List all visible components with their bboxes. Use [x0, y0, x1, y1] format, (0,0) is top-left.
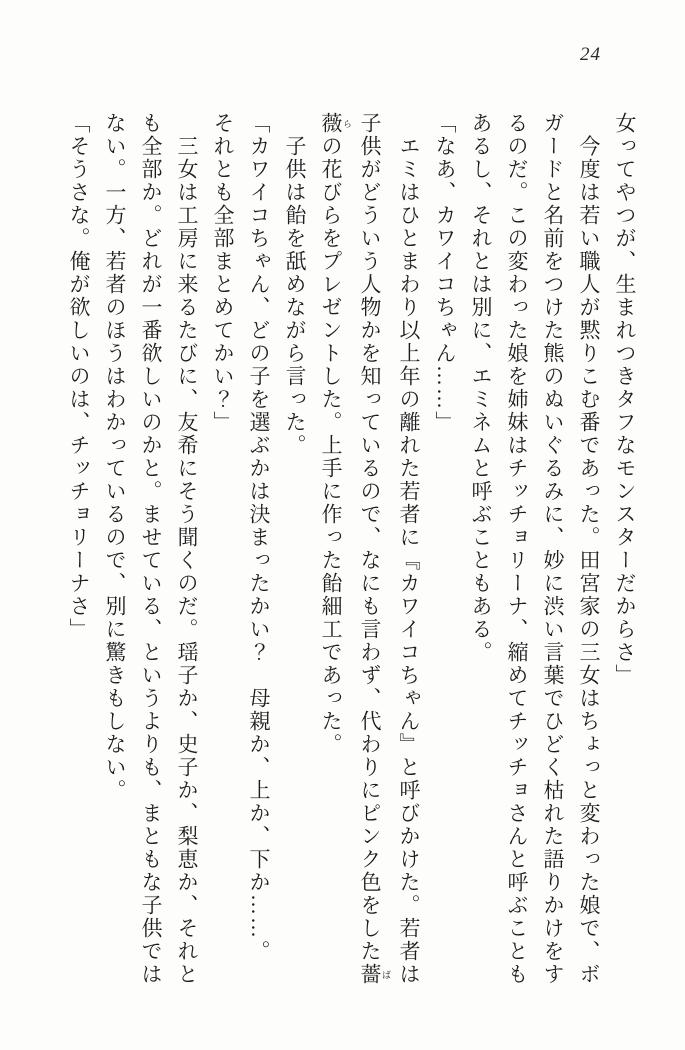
ruby-annotated-kanji: 薇 ら — [319, 112, 352, 135]
text-line: あるし、それとは別に、エミネムと呼ぶこともある。 — [469, 112, 493, 664]
text-line: 今度は若い職人が黙りこむ番であった。田宮家の三女はちょっと変わった娘で、ボ — [577, 135, 601, 986]
text-line: 「なあ、カワイコちゃん……」 — [433, 112, 457, 434]
text-line: 女ってやつが、生まれつきタフなモンスターだからさ」 — [613, 112, 637, 687]
text-line: ガードと名前をつけた熊のぬいぐるみに、妙に渋い言葉でひどく枯れた語りかけをす — [541, 112, 565, 986]
text-line: ない。一方、若者のほうはわかっているので、別に驚きもしない。 — [103, 112, 127, 802]
furigana: ら — [342, 112, 352, 135]
furigana: ば — [381, 963, 391, 986]
text-line: 「カワイコちゃん、どの子を選ぶかは決まったかい？ 母親か、上か、下か……。 — [247, 112, 271, 963]
text-line: それとも全部まとめてかい？」 — [211, 112, 235, 434]
text-line: エミはひとまわり以上年の離れた若者に『カワイコちゃん』と呼びかけた。若者は — [397, 135, 421, 986]
text-line: るのだ。この変わった娘を姉妹はチッチョリーナ、縮めてチッチョさんと呼ぶことも — [505, 112, 529, 986]
text-line: 「そうさな。俺が欲しいのは、チッチョリーナさ」 — [67, 112, 91, 641]
text-line: 三女は工房に来るたびに、友希にそう聞くのだ。瑶子か、史子か、梨恵か、それと — [175, 135, 199, 986]
page-number: 24 — [580, 44, 601, 65]
text-block — [63, 112, 643, 1022]
ruby-annotated-kanji: 薔 ば — [358, 963, 391, 986]
text-line: 子供は飴を舐めながら言った。 — [283, 135, 307, 457]
text-line: 子供がどういう人物かを知っているので、なにも言わず、代わりにピンク色をした薔 ば — [358, 112, 391, 986]
text-line: も全部か。どれが一番欲しいのかと。ませている、というよりも、まともな子供では — [139, 112, 163, 986]
text-line: 薇 らの花びらをプレゼントした。上手に作った飴細工であった。 — [319, 112, 352, 756]
